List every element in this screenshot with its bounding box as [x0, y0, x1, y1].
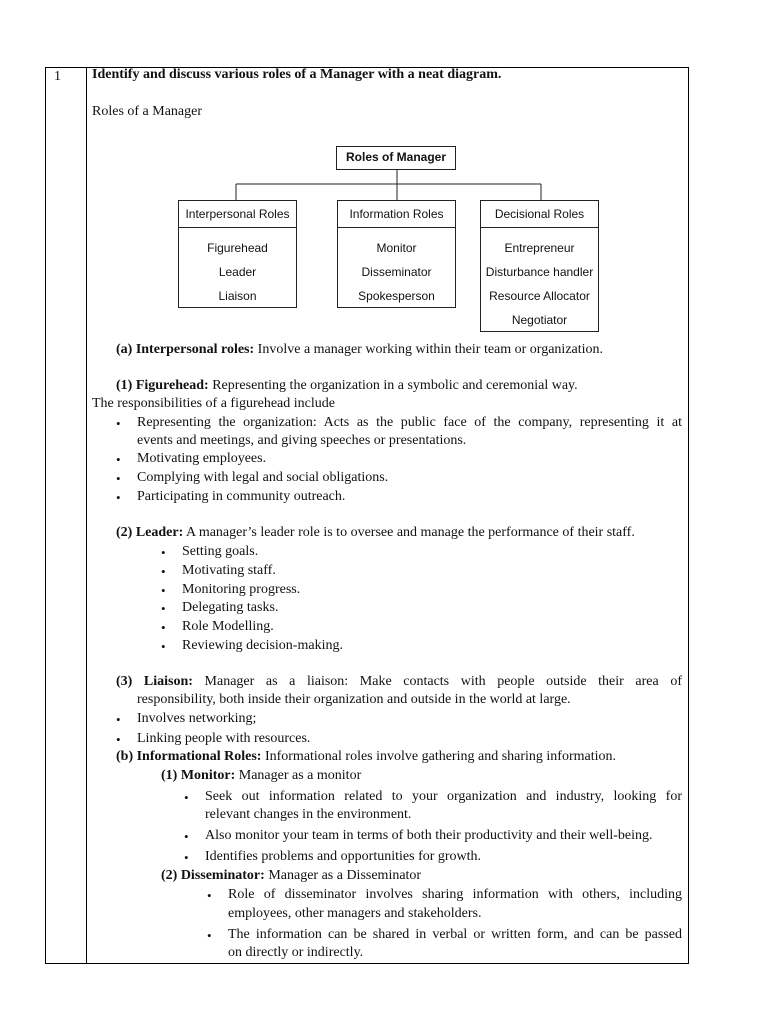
list-item: Motivating staff. — [182, 563, 276, 578]
bullet-icon: • — [161, 620, 166, 635]
list-item: Complying with legal and social obligations. — [137, 470, 389, 485]
list-item: Setting goals. — [182, 544, 259, 559]
figurehead-intro: The responsibilities of a figurehead include — [92, 396, 335, 411]
list-item: Involves networking; — [137, 711, 257, 726]
diagram-item: Spokesperson — [358, 289, 435, 303]
list-item-continued: events and meetings, and giving speeches or presentations. — [137, 433, 467, 448]
diagram-item: Liaison — [218, 289, 257, 303]
section-interpersonal — [116, 342, 603, 358]
bullet-icon: • — [184, 850, 189, 865]
bullet-icon: • — [184, 829, 189, 844]
diagram-group-title: Decisional Roles — [481, 201, 598, 228]
diagram-item: Entrepreneur — [504, 241, 575, 255]
diagram-item: Figurehead — [207, 241, 268, 255]
diagram-group-title: Information Roles — [338, 201, 455, 228]
diagram-item: Disturbance handler — [485, 265, 594, 279]
list-item: Reviewing decision-making. — [182, 638, 343, 653]
bullet-icon: • — [161, 545, 166, 560]
list-item: Role Modelling. — [182, 619, 274, 634]
subtitle: Roles of a Manager — [92, 104, 203, 119]
subsection-label: (2) Leader: — [116, 525, 184, 540]
list-item-continued: relevant changes in the environment. — [205, 807, 412, 822]
list-item: Monitoring progress. — [182, 582, 301, 597]
leader-heading — [116, 525, 635, 541]
monitor-heading — [161, 768, 361, 784]
liaison-heading — [116, 674, 682, 690]
list-item: Participating in community outreach. — [137, 489, 346, 504]
bullet-icon: • — [207, 928, 212, 943]
list-item-continued: on directly or indirectly. — [228, 945, 364, 960]
bullet-icon: • — [161, 564, 166, 579]
diagram-item: Monitor — [376, 241, 417, 255]
list-item: Motivating employees. — [137, 451, 267, 466]
bullet-icon: • — [116, 452, 121, 467]
bullet-icon: • — [161, 601, 166, 616]
bullet-icon: • — [116, 471, 121, 486]
diagram-root-label: Roles of Manager — [345, 150, 447, 164]
diagram-group-interpersonal — [178, 200, 297, 308]
list-item: Linking people with resources. — [137, 731, 311, 746]
section-label: (a) Interpersonal roles: — [116, 342, 255, 357]
section-text: Informational roles involve gathering and sharing information. — [261, 749, 617, 764]
diagram-item: Disseminator — [361, 265, 432, 279]
bullet-icon: • — [207, 888, 212, 903]
subsection-text: A manager’s leader role is to oversee and manage the performance of their staff. — [183, 525, 635, 540]
section-text: Involve a manager working within their team or organization. — [254, 342, 604, 357]
list-item: Delegating tasks. — [182, 600, 279, 615]
diagram-group-decisional — [480, 200, 599, 332]
bullet-icon: • — [116, 416, 121, 431]
diagram-item: Leader — [218, 265, 257, 279]
column-divider — [86, 68, 87, 963]
bullet-icon: • — [116, 712, 121, 727]
list-item: Representing the organization: Acts as the public face of the company, representing it at — [137, 415, 682, 430]
list-item-continued: employees, other managers and stakeholders. — [228, 906, 482, 921]
subsection-label: (1) Figurehead: — [116, 378, 209, 393]
section-informational — [116, 749, 616, 765]
bullet-icon: • — [116, 490, 121, 505]
figurehead-heading — [116, 378, 578, 394]
disseminator-heading — [161, 868, 421, 884]
subsection-label: (1) Monitor: — [161, 768, 236, 783]
diagram-group-title: Interpersonal Roles — [179, 201, 296, 228]
bullet-icon: • — [184, 790, 189, 805]
section-label: (b) Informational Roles: — [116, 749, 262, 764]
list-item: Seek out information related to your organization and industry, looking for — [205, 789, 682, 804]
subsection-text: Representing the organization in a symbolic and ceremonial way. — [208, 378, 578, 393]
diagram-item: Resource Allocator — [489, 289, 590, 303]
liaison-continued: responsibility, both inside their organization and outside in the world at large. — [137, 692, 571, 707]
subsection-label: (3) Liaison: — [116, 674, 193, 689]
bullet-icon: • — [161, 583, 166, 598]
list-item: The information can be shared in verbal or written form, and can be passed — [228, 927, 682, 942]
diagram-group-information — [337, 200, 456, 308]
row-number: 1 — [54, 69, 61, 84]
subsection-text: Manager as a Disseminator — [264, 868, 422, 883]
list-item: Role of disseminator involves sharing information with others, including — [228, 887, 682, 902]
subsection-text: Manager as a monitor — [235, 768, 362, 783]
list-item: Also monitor your team in terms of both their productivity and their well-being. — [205, 828, 653, 843]
subsection-text: Manager as a liaison: Make contacts with people outside their area of — [192, 674, 682, 689]
list-item: Identifies problems and opportunities for growth. — [205, 849, 482, 864]
bullet-icon: • — [116, 732, 121, 747]
question-text: Identify and discuss various roles of a Manager with a neat diagram. — [92, 67, 502, 82]
bullet-icon: • — [161, 639, 166, 654]
diagram-item: Negotiator — [511, 313, 568, 327]
diagram-root-box — [336, 146, 456, 170]
subsection-label: (2) Disseminator: — [161, 868, 265, 883]
